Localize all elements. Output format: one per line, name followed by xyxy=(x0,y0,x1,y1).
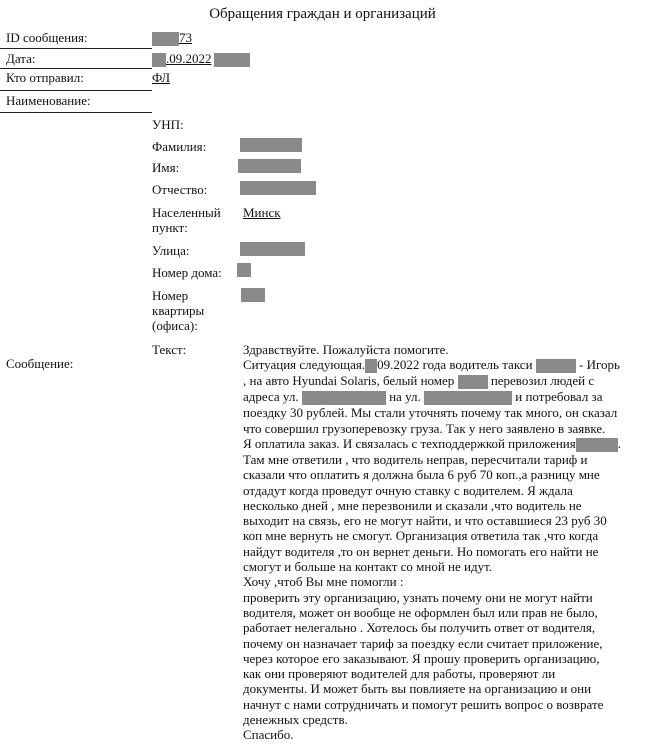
message-line xyxy=(243,357,638,373)
redaction xyxy=(237,263,251,277)
message-line: проверить эту организацию, узнать почему они не могут найти xyxy=(243,589,593,605)
text-fragment: Я оплатила заказ. И связалась с техподдержкой приложения xyxy=(243,435,576,451)
name-label: Наименование: xyxy=(6,93,91,108)
apartment-label-line: (офиса): xyxy=(152,318,198,333)
message-line: выходит на связь, его не могут найти, и что оставшиеся 23 руб 30 xyxy=(243,513,607,529)
id-label: ID сообщения: xyxy=(6,30,88,45)
date-text: .09.2022 xyxy=(166,51,212,66)
divider xyxy=(0,90,152,91)
redaction xyxy=(576,438,618,452)
message-line: через которое его заказывают. Я прошу проверить организацию, xyxy=(243,650,600,666)
message-line: как они проверяют водителей для работы, проверяют ли xyxy=(243,666,556,682)
sender-label: Кто отправил: xyxy=(6,70,84,85)
redaction xyxy=(152,32,179,46)
locality-label-line: пункт: xyxy=(152,220,188,235)
text-fragment: , на авто Hyundai Solaris, белый номер xyxy=(243,373,455,389)
house-label: Номер дома: xyxy=(152,265,222,280)
date-value xyxy=(152,51,250,67)
text-fragment: и потребовал за xyxy=(512,389,603,405)
message-label: Сообщение: xyxy=(6,356,74,371)
redaction xyxy=(241,288,265,302)
first-name-label: Имя: xyxy=(152,160,180,175)
redaction xyxy=(238,159,301,173)
locality-value: Минск xyxy=(243,205,281,220)
message-line: начнут с нами сотрудничать и помогут решить вопрос о возврате xyxy=(243,696,604,712)
text-label: Текст: xyxy=(152,342,187,357)
divider xyxy=(0,112,152,113)
text-fragment: - Игорь xyxy=(575,357,620,373)
redaction xyxy=(240,138,302,152)
message-line: почему он назначает тариф за поездку если считает приложение, xyxy=(243,635,603,651)
id-suffix: 73 xyxy=(179,30,192,45)
redaction xyxy=(152,53,166,67)
message-line: Здравствуйте. Пожалуйста помогите. xyxy=(243,342,449,357)
id-value xyxy=(152,30,192,46)
message-line: Спасибо. xyxy=(243,727,294,743)
message-line: коп мне вернуть не смогут. Организация ответила так ,что когда xyxy=(243,528,599,544)
divider xyxy=(0,48,152,49)
message-line: смогут и больше на контакт со мной не идут. xyxy=(243,559,493,575)
page-title: Обращения граждан и организаций xyxy=(209,6,436,22)
text-fragment: 09.2022 года водитель такси xyxy=(377,357,533,373)
locality-label xyxy=(152,205,221,235)
street-label: Улица: xyxy=(152,243,190,258)
message-line: работает нелегально . Хотелось бы получить ответ от водителя, xyxy=(243,620,596,636)
message-line: сказали что оплатить я должна была 6 руб 70 коп.,а разницу мне xyxy=(243,467,600,483)
text-fragment: Ситуация следующая. xyxy=(243,357,366,373)
apartment-label-line: Номер xyxy=(152,288,189,303)
message-line: поездку 30 рублей. Мы стали уточнять почему так много, он сказал xyxy=(243,405,618,421)
text-fragment: перевозил людей с xyxy=(487,373,595,389)
message-line: документы. И может быть вы повлияете на организацию и они xyxy=(243,681,592,697)
apartment-label-line: квартиры xyxy=(152,303,205,318)
redaction xyxy=(302,391,386,405)
message-line: Там мне ответили , что водитель неправ, пересчитали тариф и xyxy=(243,451,588,467)
redaction xyxy=(240,242,305,256)
text-fragment: . xyxy=(617,435,621,451)
message-line: денежных средств. xyxy=(243,712,348,727)
message-body xyxy=(243,342,638,743)
text-fragment: адреса ул. xyxy=(243,389,299,405)
redaction xyxy=(240,181,316,195)
text-fragment: на ул. xyxy=(385,389,421,405)
message-line xyxy=(243,389,638,405)
surname-label: Фамилия: xyxy=(152,139,207,154)
redaction xyxy=(365,359,377,373)
message-line xyxy=(243,373,638,389)
redaction xyxy=(536,359,576,373)
locality-label-line: Населенный xyxy=(152,205,221,220)
patronymic-label: Отчество: xyxy=(152,182,208,197)
message-line: найдут водителя ,то он вернет деньги. Но помогать его найти не xyxy=(243,543,599,559)
apartment-label xyxy=(152,288,204,333)
message-line: что совершил грузоперевозку груза. Так у него заявлено в заявке. xyxy=(243,420,606,436)
redaction xyxy=(214,53,250,67)
redaction xyxy=(424,391,512,405)
date-label: Дата: xyxy=(6,51,36,66)
message-line xyxy=(243,436,638,452)
message-line: водителя, может он вообще не оформлен был или прав не было, xyxy=(243,604,598,620)
message-line: несколько дней , мне перезвонили и сказали ,что водитель не xyxy=(243,497,582,513)
message-line: отдадут когда проведут очную ставку с водителем. Я ждала xyxy=(243,482,573,498)
sender-value: ФЛ xyxy=(152,70,171,85)
message-line: Хочу ,чтоб Вы мне помогли : xyxy=(243,574,404,590)
unp-label: УНП: xyxy=(152,117,184,132)
redaction xyxy=(458,375,488,389)
divider xyxy=(0,68,152,69)
